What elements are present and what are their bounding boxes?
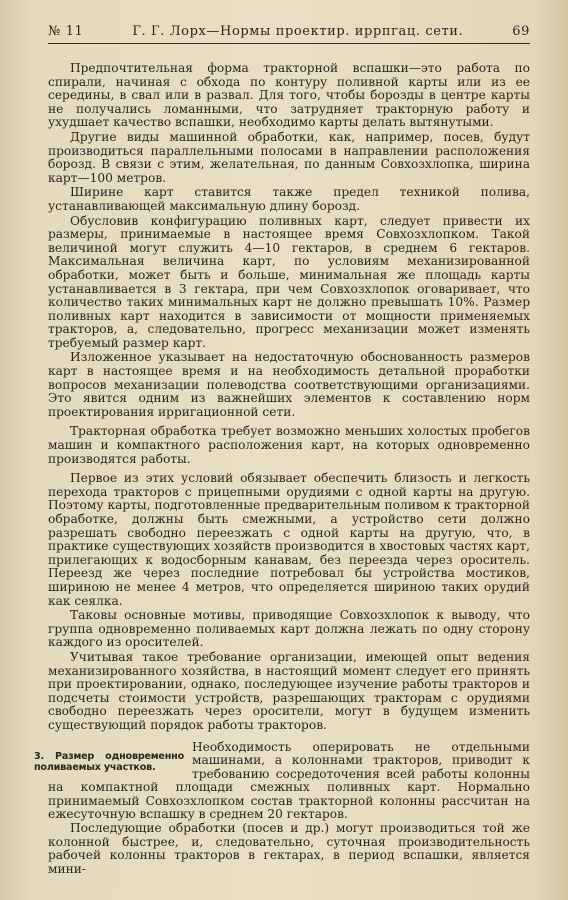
paragraph: Учитывая такое требование организации, имеющей опыт ведения механизированного хозяйства, в настоящий момент следует его принять при проектировании, однако, последующее изучение работы тракторов и подсчеты стоимости устройств, разрешающих тракторам с орудиями свободно переезжать через оросители, могут в будущем изменить существующий порядок работы тракторов. (48, 649, 530, 732)
page-number: 69 (512, 24, 530, 39)
paragraph: Ширине карт ставится также предел техникой полива, устанавливающей максимальную длину борозд. (48, 185, 530, 213)
paragraph: Обусловив конфигурацию поливных карт, следует привести их размеры, принимаемые в настоящее время Совхозхлопком. Такой величиной могут служить 4—10 гектаров, в среднем 6 гектаров. Максимальная величина карт, по условиям механизированной обработки, может быть и больше, минимальная же площадь карты устанавливается в 3 гектара, при чем Совхозхлопок оговаривает, что количество таких минимальных карт не должно превышать 10%. Размер поливных карт находится в зависимости от мощности применяемых тракторов, а, следовательно, прогресс механизации может изменять требуемый размер карт. (48, 213, 530, 350)
paragraph: Таковы основные мотивы, приводящие Совхозхлопок к выводу, что группа одновременно поливаемых карт должна лежать по одну сторону каждого из оросителей. (48, 608, 530, 650)
paragraph: Последующие обработки (посев и др.) могут производиться той же колонной быстрее, и, следовательно, суточная производительность рабочей колонны тракторов в гектарах, в период вспашки, является мини- (48, 821, 530, 876)
section-3 (34, 739, 530, 823)
paragraph: Другие виды машинной обработки, как, например, посев, будут производиться параллельными полосами в направлении расположения борозд. В связи с этим, желательная, по данным Совхозхлопка, ширина карт—100 метров. (48, 129, 530, 185)
paragraph: Предпочтительная форма тракторной вспашки—это работа по спирали, начиная с обхода по контуру поливной карты или из ее середины, в свал или в развал. Для того, чтобы борозды в центре карты не получались ломанными, что затрудняет тракторную работу и ухудшает качество вспашки, необходимо карты делать вытянутыми. (48, 61, 530, 130)
issue-number: № 11 (48, 24, 84, 39)
page-body (34, 61, 530, 876)
section-text: Необходимость оперировать не отдельными машинами, а колоннами тракторов, приводит к требованию сосредоточения всей работы колонны на компактной площади смежных поливных карт. Нормально принимаемый Совхозхлопком состав тракторной колонны рассчитан на ежесуточную вспашку в среднем 20 гектаров. (48, 739, 530, 822)
section-heading: 3. Размер одновременно поливаемых участков. (34, 750, 184, 773)
paragraph: Изложенное указывает на недостаточную обоснованность размеров карт в настоящее время и на необходимость детальной проработки вопросов механизации полеводства соответствующими организациями. Это явится одним из важнейших элементов к составлению норм проектирования ирригационной сети. (48, 350, 530, 419)
running-title: Г. Г. Лорх—Нормы проектир. иррпгац. сети. (132, 24, 464, 39)
paragraph: Тракторная обработка требует возможно меньших холостых пробегов машин и компактного расположения карт, на которых одновременно производятся работы. (48, 424, 530, 466)
running-header (48, 24, 530, 44)
paragraph: Первое из этих условий обязывает обеспечить близость и легкость перехода тракторов с прицепными орудиями с одной карты на другую. Поэтому карты, подготовленные предварительным поливом к тракторной обработке, должны быть смежными, а устройство сети должно разрешать свободно переезжать с одной карты на другую, что, в практике существующих хозяйств производится в хвостовых частях карт, прилегающих к водосборным канавам, без переезда через ороситель. Переезд же через последние потребовал бы устройства мостиков, шириною не менее 4 метров, что определяется шириною таких орудий как сеялка. (48, 471, 530, 608)
